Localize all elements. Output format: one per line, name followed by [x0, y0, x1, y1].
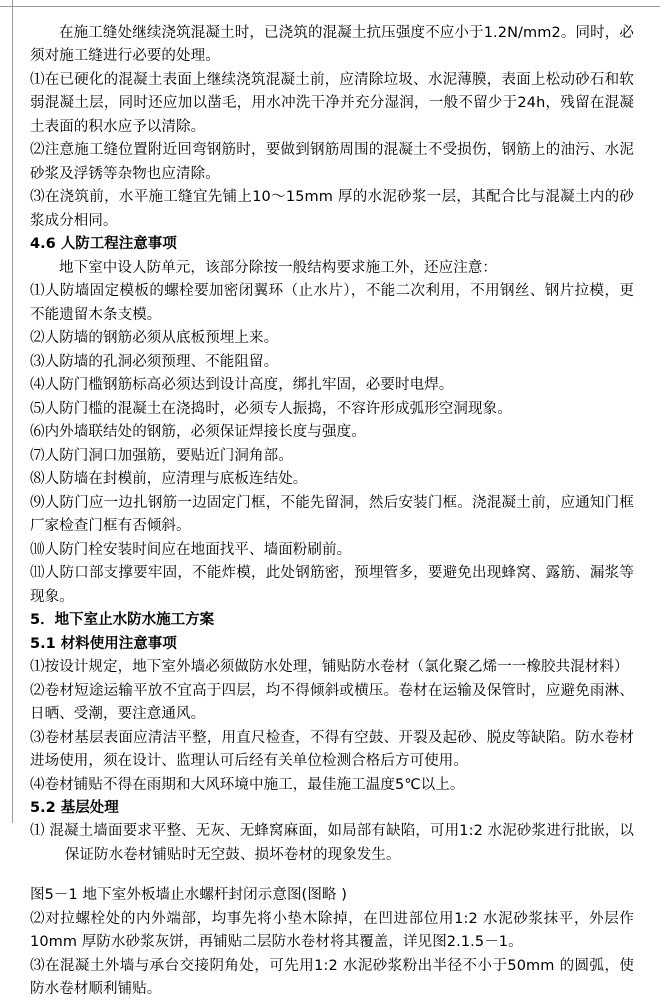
- paragraph-mat-item-1: ⑴按设计规定，地下室外墙必须做防水处理，铺贴防水卷材（氯化聚乙烯一一橡胶共混材料）: [30, 659, 629, 676]
- figure-spacer: [30, 867, 634, 884]
- paragraph-cd-item-4: ⑷人防门槛钢筋标高必须达到设计高度，绑扎牢固，必要时电焊。: [30, 377, 454, 394]
- paragraph-civil-defense-intro: 地下室中设人防单元，该部分除按一般结构要求施工外，还应注意：: [59, 259, 497, 276]
- paragraph-item-1: ⑴在已硬化的混凝土表面上继续浇筑混凝土前，应清除垃圾、水泥薄膜，表面上松动砂石和软弱混凝土层，同时还应加以凿毛，用水冲洗干净并充分湿润，一般不留少于24h，残留在混凝土表面的积水应予以清除。: [30, 71, 634, 135]
- paragraph-sub-item-1: ⑴ 混凝土墙面要求平整、无灰、无蜂窝麻面，如局部有缺陷，可用1:2 水泥砂浆进行批嵌，以保证防水卷材铺贴时无空鼓、损坏卷材的现象发生。: [30, 823, 634, 863]
- heading-4-6-civil-defense: 4.6 人防工程注意事项: [30, 236, 177, 253]
- paragraph-cd-item-1: ⑴人防墙固定模板的螺栓要加密闭翼环（止水片），不能二次利用，不用钢丝、钢片拉模，更不能遗留木条支模。: [30, 283, 634, 323]
- heading-5-2-substrate-treatment: 5.2 基层处理: [30, 799, 119, 816]
- heading-5-1-material-notes: 5.1 材料使用注意事项: [30, 635, 177, 652]
- document-body: [30, 12, 634, 1002]
- paragraph-mat-item-2: ⑵卷材短途运输平放不宜高于四层，均不得倾斜或横压。卷材在运输及保管时，应避免雨淋、日晒、受潮，要注意通风。: [30, 682, 634, 723]
- paragraph-sub-item-3: ⑶在混凝土外墙与承台交接阴角处，可先用1:2 水泥砂浆粉出半径不小于50mm 的圆弧，使防水卷材顺利铺贴。: [30, 957, 634, 998]
- paragraph-cd-item-9: ⑼人防门应一边扎钢筋一边固定门框，不能先留洞，然后安装门框。浇混凝土前，应通知门框厂家检查门框有否倾斜。: [30, 494, 634, 535]
- paragraph-cd-item-6: ⑹内外墙联结处的钢筋，必须保证焊接长度与强度。: [30, 424, 366, 441]
- heading-5-waterproofing-plan: 5．地下室止水防水施工方案: [30, 612, 215, 629]
- paragraph-item-3: ⑶在浇筑前，水平施工缝宜先铺上10～15mm 厚的水泥砂浆一层，其配合比与混凝土内的砂浆成分相同。: [30, 189, 634, 229]
- paragraph-cd-item-2: ⑵人防墙的钢筋必须从底板预埋上来。: [30, 330, 279, 347]
- paragraph-item-2: ⑵注意施工缝位置附近回弯钢筋时，要做到钢筋周围的混凝土不受损伤，钢筋上的油污、水泥砂浆及浮锈等杂物也应清除。: [30, 142, 634, 182]
- figure-caption-5-1: 图5－1 地下室外板墙止水螺杆封闭示意图(图略 ): [30, 887, 347, 904]
- paragraph-cd-item-5: ⑸人防门槛的混凝土在浇捣时，必须专人振捣，不容许形成弧形空洞现象。: [30, 400, 512, 417]
- page-left-rule: [12, 0, 13, 823]
- page-top-rule: [0, 6, 660, 7]
- paragraph-construction-joint-intro: 在施工缝处继续浇筑混凝土时，已浇筑的混凝土抗压强度不应小于1.2N/mm2。同时，必须对施工缝进行必要的处理。: [30, 25, 634, 65]
- paragraph-cd-item-11: ⑾人防口部支撑要牢固，不能炸模，此处钢筋密，预埋管多，要避免出现蜂窝、露筋、漏浆等现象。: [30, 565, 634, 605]
- paragraph-cd-item-8: ⑻人防墙在封模前，应清理与底板连结处。: [30, 471, 308, 488]
- paragraph-cd-item-7: ⑺人防门洞口加强筋，要贴近门洞角部。: [30, 447, 293, 464]
- paragraph-sub-item-2: ⑵对拉螺栓处的内外端部，均事先将小垫木除掉，在凹进部位用1:2 水泥砂浆抹平，外层作10mm 厚防水砂浆灰饼，再铺贴二层防水卷材将其覆盖，详见图2.1.5－1。: [30, 910, 634, 951]
- paragraph-cd-item-10: ⑽人防门栓安装时间应在地面找平、墙面粉刷前。: [30, 541, 352, 558]
- paragraph-mat-item-3: ⑶卷材基层表面应清洁平整，用直尺检查，不得有空鼓、开裂及起砂、脱皮等缺陷。防水卷材进场使用，须在设计、监理认可后经有关单位检测合格后方可使用。: [30, 729, 634, 770]
- paragraph-cd-item-3: ⑶人防墙的孔洞必须预理、不能阻留。: [30, 353, 279, 370]
- paragraph-mat-item-4: ⑷卷材铺贴不得在雨期和大风环境中施工，最佳施工温度5℃以上。: [30, 776, 465, 793]
